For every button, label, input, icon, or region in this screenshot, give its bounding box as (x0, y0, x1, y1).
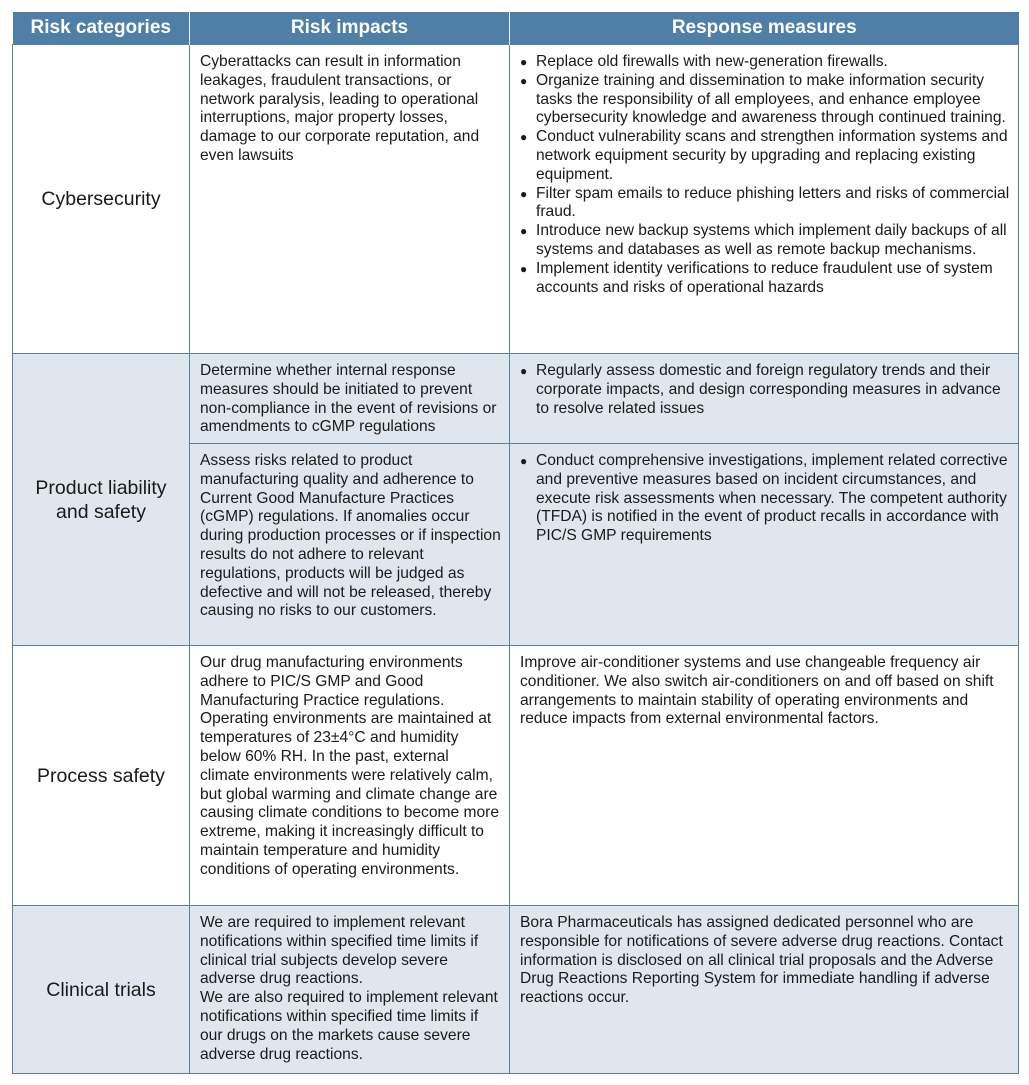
measure-item: ● Regularly assess domestic and foreign regulatory trends and their corporate impacts, and design corresponding measures in advance to resolve related issues (520, 362, 1010, 418)
measure-item: ● Organize training and dissemination to make information security tasks the responsibility of all employees, and enhance employee cybersecurity knowledge and awareness through continued training. (520, 72, 1010, 128)
measure-item: ● Filter spam emails to reduce phishing letters and risks of commercial fraud. (520, 185, 1010, 223)
row-process-safety (13, 646, 1019, 906)
measure-item: ● Conduct vulnerability scans and strengthen information systems and network equipment security by upgrading and replacing existing equipment. (520, 128, 1010, 184)
measure-item: ● Introduce new backup systems which implement daily backups of all systems and databases as well as remote backup mechanisms. (520, 222, 1010, 260)
category-cybersecurity: Cybersecurity (13, 45, 190, 354)
measure-item: ● Implement identity verifications to reduce fraudulent use of system accounts and risks of operational hazards (520, 260, 1010, 298)
impact-cybersecurity: Cyberattacks can result in information leakages, fraudulent transactions, or network paralysis, leading to operational interruptions, major property losses, damage to our corporate reputation, and even lawsuits (190, 45, 510, 354)
impact-clinical-paragraph: We are also required to implement relevant notifications within specified time limits if our drugs on the markets cause severe adverse drug reactions. (200, 989, 498, 1063)
row-clinical-trials (13, 906, 1019, 1074)
measures-process-safety: Improve air-conditioner systems and use changeable frequency air conditioner. We also switch air-conditioners on and off based on shift arrangements to maintain stability of operating environments and reduce impacts from external environmental factors. (510, 646, 1019, 906)
measures-clinical-trials: Bora Pharmaceuticals has assigned dedicated personnel who are responsible for notifications of severe adverse drug reactions. Contact information is disclosed on all clinical trial proposals and the Adverse Drug Reactions Reporting System for immediate handling if adverse reactions occur. (510, 906, 1019, 1074)
impact-product-liability-1: Determine whether internal response measures should be initiated to prevent non-compliance in the event of revisions or amendments to cGMP regulations (190, 354, 510, 444)
header-response-measures: Response measures (510, 12, 1019, 45)
measures-cybersecurity (510, 45, 1019, 354)
risk-table-container (12, 12, 1018, 1074)
header-row (13, 12, 1019, 45)
impact-clinical-paragraph: We are required to implement relevant notifications within specified time limits if clinical trial subjects develop severe adverse drug reactions. (200, 914, 479, 988)
measures-product-liability-1 (510, 354, 1019, 444)
category-clinical-trials: Clinical trials (13, 906, 190, 1074)
impact-clinical-trials (190, 906, 510, 1074)
measure-item: ● Replace old firewalls with new-generation firewalls. (520, 53, 1010, 72)
impact-process-safety: Our drug manufacturing environments adhere to PIC/S GMP and Good Manufacturing Practice regulations. Operating environments are maintained at temperatures of 23±4°C and humidity below 60% RH. In the past, external climate environments were relatively calm, but global warming and climate change are causing climate conditions to become more extreme, making it increasingly difficult to maintain temperature and humidity conditions of operating environments. (190, 646, 510, 906)
row-product-liability-1 (13, 354, 1019, 444)
category-product-liability: Product liability and safety (13, 354, 190, 646)
header-risk-impacts: Risk impacts (190, 12, 510, 45)
impact-product-liability-2: Assess risks related to product manufacturing quality and adherence to Current Good Manufacture Practices (cGMP) regulations. If anomalies occur during production processes or if inspection results do not adhere to relevant regulations, products will be judged as defective and will not be released, thereby causing no risks to our customers. (190, 444, 510, 646)
risk-table (12, 12, 1019, 1074)
header-risk-categories: Risk categories (13, 12, 190, 45)
measures-product-liability-2 (510, 444, 1019, 646)
category-process-safety: Process safety (13, 646, 190, 906)
measure-item: ● Conduct comprehensive investigations, implement related corrective and preventive measures based on incident circumstances, and execute risk assessments when necessary. The competent authority (TFDA) is notified in the event of product recalls in accordance with PIC/S GMP requirements (520, 452, 1010, 546)
row-cybersecurity (13, 45, 1019, 354)
